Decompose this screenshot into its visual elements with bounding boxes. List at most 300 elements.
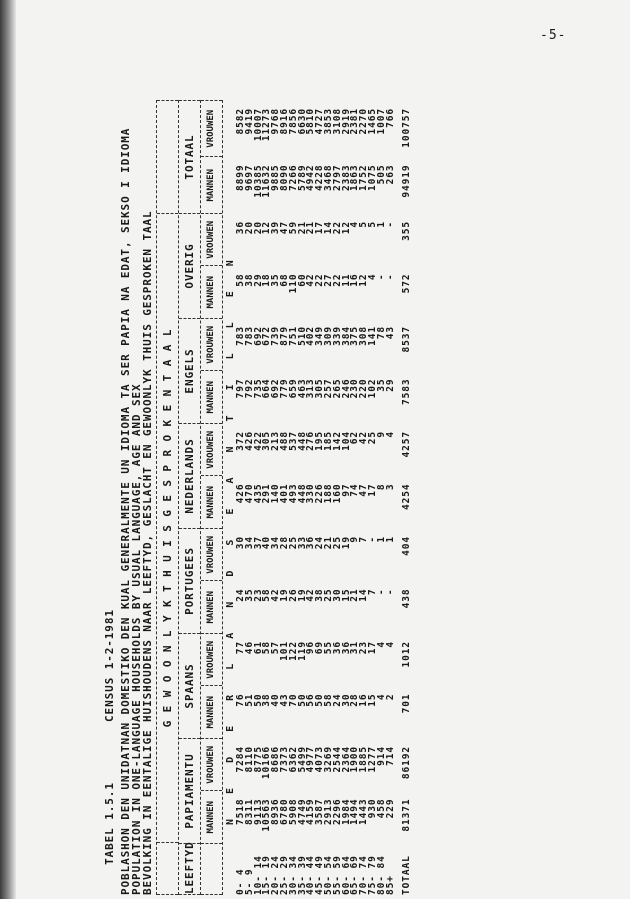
cell-value: 1863 — [349, 164, 361, 191]
cell-value: 30 — [235, 536, 246, 550]
cell-value: 9113 — [252, 798, 264, 825]
total-value: 4257 — [401, 431, 412, 458]
cell-value: 4 — [384, 641, 396, 648]
cell-value: 8 — [375, 483, 387, 491]
cell-value: 21 — [296, 221, 308, 235]
cell-value: - — [384, 273, 396, 281]
cell-value: 714 — [384, 746, 396, 766]
total-value: 4254 — [401, 483, 412, 510]
total-value: 355 — [401, 221, 412, 241]
cell-value: 46 — [243, 641, 255, 655]
cell-value: 779 — [278, 378, 290, 399]
total-row-container — [403, 100, 412, 895]
cell-value: 4159 — [305, 798, 317, 825]
cell-value: 20 — [252, 221, 264, 235]
cell-value: 188 — [322, 483, 334, 504]
cell-value: 15 — [340, 588, 352, 602]
cell-value: 42 — [270, 588, 282, 602]
cell-value: 7373 — [278, 746, 290, 773]
cell-value: 5908 — [287, 798, 299, 825]
cell-value: 783 — [243, 326, 255, 346]
cell-value: 36 — [331, 641, 343, 655]
cell-value: 4 — [366, 273, 378, 281]
total-value: 94919 — [401, 164, 412, 198]
cell-value: 25 — [322, 588, 334, 602]
cell-value: 384 — [340, 326, 352, 346]
cell-value: 4 — [349, 221, 361, 228]
cell-value: 50 — [252, 693, 264, 707]
cell-value: 1900 — [349, 746, 361, 773]
cell-value: 36 — [340, 641, 352, 655]
cell-value: 7518 — [235, 798, 246, 825]
cell-value: 43 — [384, 326, 396, 340]
cell-value: 35 — [243, 588, 255, 602]
cell-value: 5 — [366, 221, 378, 228]
age-group: 50- 54 — [322, 855, 334, 895]
cell-value: 2383 — [340, 164, 352, 191]
cell-value: 30 — [331, 588, 343, 602]
cell-value: 3468 — [322, 164, 334, 191]
cell-value: 34 — [270, 536, 282, 550]
cell-value: 24 — [235, 588, 246, 602]
cell-value: 9 — [349, 536, 361, 543]
age-group: 20- 24 — [270, 855, 282, 895]
cell-value: 4228 — [314, 164, 326, 191]
cell-value: 62 — [349, 431, 361, 445]
table-row — [384, 100, 396, 895]
cell-value: 879 — [278, 326, 290, 346]
cell-value: 4 — [375, 693, 387, 701]
age-group: 65- 69 — [349, 855, 361, 895]
cell-value: 22 — [331, 221, 343, 235]
age-group: 15- 19 — [261, 855, 273, 895]
age-group: 45- 49 — [314, 855, 326, 895]
cell-value: 914 — [375, 746, 387, 766]
cell-value: 51 — [243, 693, 255, 707]
cell-value: 195 — [314, 431, 326, 451]
cell-value: 309 — [322, 326, 334, 346]
cell-value: 1494 — [349, 798, 361, 825]
total-value: 100757 — [401, 108, 412, 148]
total-value: 86192 — [401, 746, 412, 780]
cell-value: 659 — [287, 378, 299, 399]
cell-value: 372 — [235, 431, 246, 451]
cell-value: 119 — [296, 641, 308, 661]
age-group: 85+ — [384, 875, 396, 895]
cell-value: - — [375, 588, 387, 596]
cell-value: 27 — [322, 273, 334, 287]
cell-value: 37 — [252, 536, 264, 550]
cell-value: 783 — [235, 326, 246, 346]
cell-value: 39 — [270, 221, 282, 235]
cell-value: 308 — [358, 326, 370, 346]
cell-value: 422 — [252, 431, 264, 451]
cell-value: 766 — [384, 108, 396, 128]
header-male: MANNEN — [201, 581, 222, 634]
header-group-label: G E W O O N L Y K T H U I S G E S P R O K E N T A A L — [157, 213, 178, 843]
cell-value: 7 — [366, 588, 378, 596]
cell-value: 21 — [305, 221, 317, 235]
cell-value: 7856 — [287, 108, 299, 135]
cell-value: 102 — [366, 378, 378, 399]
cell-value: 38 — [314, 588, 326, 602]
cell-value: 56 — [305, 693, 317, 707]
cell-value: 2919 — [340, 108, 352, 135]
cell-value: 1752 — [358, 164, 370, 191]
cell-value: 38 — [261, 693, 273, 707]
cell-value: 17 — [366, 641, 378, 655]
header-row-sex — [200, 100, 223, 895]
age-group: 25- 29 — [278, 855, 290, 895]
title-english: POPULATION IN ONE-LANGUAGE HOUSEHOLDS BY USUAL LANGUAGE, AGE AND SEX — [130, 383, 143, 895]
cell-value: 2544 — [331, 746, 343, 773]
cell-value: 15 — [366, 693, 378, 707]
cell-value: 305 — [314, 378, 326, 399]
title-papiamentu: POBLASHON DEN UNIDATNAN DOMESTIKO DEN KUAL GENERALMENTE UN IDIOMA TA SER PAPIA NA EDAT, SEKSO I IDIOMA — [119, 127, 132, 895]
cell-value: 5499 — [296, 746, 308, 773]
header-male: MANNEN — [201, 476, 222, 529]
cell-value: 47 — [278, 221, 290, 235]
cell-value: 28 — [278, 536, 290, 550]
cell-value: 1075 — [366, 164, 378, 191]
cell-value: 25 — [287, 536, 299, 550]
cell-value: 2 — [384, 693, 396, 701]
cell-value: 8090 — [278, 164, 290, 191]
cell-value: 20 — [243, 221, 255, 235]
cell-value: 12 — [358, 273, 370, 287]
scan-edge-shadow — [0, 0, 16, 899]
header-age: LEEFTYD — [179, 843, 200, 895]
cell-value: 226 — [314, 483, 326, 504]
total-value: 701 — [401, 693, 412, 714]
table-row — [331, 100, 343, 895]
age-group: 40- 44 — [305, 855, 317, 895]
cell-value: 751 — [287, 326, 299, 346]
cell-value: 305 — [261, 431, 273, 451]
cell-value: 792 — [243, 378, 255, 399]
age-group: 60- 64 — [340, 855, 352, 895]
cell-value: 19 — [296, 588, 308, 602]
cell-value: 257 — [322, 378, 334, 399]
cell-value: 7284 — [235, 746, 246, 773]
cell-value: 8311 — [243, 798, 255, 825]
age-group: 75- 79 — [366, 855, 378, 895]
region-label: N E D E R L A N D S E A N T I L L E N — [225, 250, 236, 825]
cell-value: 5810 — [305, 108, 317, 135]
cell-value: 14 — [358, 588, 370, 602]
cell-value: 470 — [243, 483, 255, 504]
cell-value: 3587 — [314, 798, 326, 825]
cell-value: 8775 — [252, 746, 264, 773]
cell-value: 435 — [252, 483, 264, 504]
cell-value: 9 — [375, 431, 387, 438]
cell-value: 40 — [270, 693, 282, 707]
cell-value: 458 — [375, 798, 387, 819]
cell-value: 4 — [375, 641, 387, 648]
header-female: VROUWEN — [201, 318, 222, 371]
cell-value: 43 — [278, 693, 290, 707]
cell-value: 22 — [331, 273, 343, 287]
cell-value: 8686 — [270, 746, 282, 773]
cell-value: 448 — [296, 431, 308, 451]
cell-value: 26 — [287, 588, 299, 602]
cell-value: 7 — [358, 536, 370, 543]
cell-value: 17 — [366, 483, 378, 497]
cell-value: 11 — [340, 273, 352, 287]
cell-value: 692 — [252, 326, 264, 346]
cell-value: 330 — [305, 483, 317, 504]
cell-value: 5 — [358, 221, 370, 228]
header-female: VROUWEN — [201, 213, 222, 266]
header-lang-spaans: SPAANS — [179, 633, 200, 738]
cell-value: 21 — [322, 536, 334, 550]
cell-value: 36 — [235, 221, 246, 235]
header-male: MANNEN — [201, 686, 222, 739]
cell-value: 9768 — [270, 108, 282, 135]
cell-value: 402 — [305, 326, 317, 346]
cell-value: 463 — [296, 378, 308, 399]
cell-value: 21 — [349, 588, 361, 602]
cell-value: 7266 — [287, 164, 299, 191]
cell-value: 4727 — [314, 108, 326, 135]
cell-value: 213 — [270, 431, 282, 451]
cell-value: 2270 — [358, 108, 370, 135]
cell-value: 101 — [278, 641, 290, 661]
total-value: 1012 — [401, 641, 412, 668]
cell-value: 77 — [235, 641, 246, 655]
age-group: 70- 74 — [358, 855, 370, 895]
cell-value: 797 — [235, 378, 246, 399]
header-sex-blank — [201, 843, 222, 895]
cell-value: 10166 — [261, 746, 273, 780]
table-row — [351, 100, 360, 895]
cell-value: 426 — [243, 431, 255, 451]
cell-value: 510 — [296, 326, 308, 346]
cell-value: 11273 — [261, 108, 273, 142]
cell-value: 31 — [349, 641, 361, 655]
cell-value: 3853 — [322, 108, 334, 135]
header-lang-nederlands: NEDERLANDS — [179, 423, 200, 528]
cell-value: 19 — [340, 536, 352, 550]
cell-value: 8899 — [235, 164, 246, 191]
cell-value: 488 — [278, 431, 290, 451]
cell-value: 4942 — [305, 164, 317, 191]
table-header — [156, 100, 223, 895]
cell-value: 2381 — [349, 108, 361, 135]
cell-value: 8916 — [278, 108, 290, 135]
cell-value: 448 — [296, 483, 308, 504]
cell-value: 8582 — [235, 108, 246, 135]
cell-value: 9885 — [270, 164, 282, 191]
cell-value: 70 — [287, 693, 299, 707]
cell-value: 47 — [358, 483, 370, 497]
cell-value: 263 — [384, 164, 396, 185]
cell-value: 246 — [340, 378, 352, 399]
cell-value: 2364 — [340, 746, 352, 773]
cell-value: 4749 — [296, 798, 308, 825]
age-group: 55- 59 — [331, 855, 343, 895]
title-dutch: BEVOLKING IN EENTALIGE HUISHOUDENS NAAR LEEFTYD, GESLACHT EN GEWOONLYK THUIS GESPROKEN TAAL — [141, 210, 154, 895]
cell-value: 69 — [314, 641, 326, 655]
cell-value: 25 — [331, 536, 343, 550]
cell-value: 930 — [366, 798, 378, 819]
cell-value: 57 — [270, 641, 282, 655]
cell-value: 61 — [252, 641, 264, 655]
cell-value: 18 — [261, 273, 273, 287]
cell-value: 537 — [287, 431, 299, 451]
cell-value: 96 — [305, 641, 317, 655]
cell-value: 30 — [340, 693, 352, 707]
cell-value: 313 — [305, 378, 317, 399]
cell-value: 141 — [366, 326, 378, 346]
header-total: TOTAAL — [179, 100, 200, 213]
cell-value: 59 — [287, 221, 299, 235]
cell-value: 1277 — [366, 746, 378, 773]
cell-value: 4073 — [314, 746, 326, 773]
header-female: VROUWEN — [201, 100, 222, 157]
cell-value: 2913 — [322, 798, 334, 825]
cell-value: 10563 — [261, 798, 273, 832]
cell-value: 122 — [287, 641, 299, 661]
cell-value: 735 — [252, 378, 264, 399]
header-male: MANNEN — [201, 266, 222, 319]
cell-value: 23 — [358, 641, 370, 655]
cell-value: 2296 — [331, 798, 343, 825]
header-row-group — [156, 100, 178, 895]
cell-value: 672 — [261, 326, 273, 346]
cell-value: 3108 — [331, 108, 343, 135]
cell-value: 1984 — [340, 798, 352, 825]
rotated-table-sheet — [85, 95, 425, 895]
page-number: -5- — [540, 28, 567, 43]
header-male: MANNEN — [201, 157, 222, 214]
cell-value: 1 — [375, 536, 387, 543]
cell-value: 6362 — [287, 746, 299, 773]
cell-value: 349 — [314, 326, 326, 346]
cell-value: 664 — [261, 378, 273, 399]
cell-value: 50 — [296, 693, 308, 707]
header-male: MANNEN — [201, 791, 222, 844]
cell-value: 1 — [384, 536, 396, 543]
cell-value: 76 — [235, 693, 246, 707]
cell-value: 38 — [243, 273, 255, 287]
header-male: MANNEN — [201, 371, 222, 424]
cell-value: 55 — [322, 641, 334, 655]
cell-value: 10007 — [252, 108, 264, 142]
cell-value: 426 — [235, 483, 246, 504]
header-female: VROUWEN — [201, 423, 222, 476]
cell-value: 22 — [314, 273, 326, 287]
cell-value: 493 — [287, 483, 299, 504]
cell-value: 276 — [305, 431, 317, 451]
total-value: 404 — [401, 536, 412, 556]
cell-value: 42 — [358, 431, 370, 445]
total-label: TOTAAL — [401, 855, 412, 895]
cell-value: 6780 — [278, 798, 290, 825]
header-lang-portugees: PORTUGEES — [179, 528, 200, 633]
header-lang-overig: OVERIG — [179, 213, 200, 318]
cell-value: - — [375, 273, 387, 281]
age-group: 35- 39 — [296, 855, 308, 895]
cell-value: 6630 — [296, 108, 308, 135]
cell-value: 28 — [349, 693, 361, 707]
cell-value: 739 — [270, 326, 282, 346]
cell-value: 8936 — [270, 798, 282, 825]
total-value: 81371 — [401, 798, 412, 832]
header-lang-engels: ENGELS — [179, 318, 200, 423]
header-female: VROUWEN — [201, 528, 222, 581]
cell-value: 11632 — [261, 164, 273, 198]
cell-value: 58 — [261, 588, 273, 602]
cell-value: 230 — [349, 378, 361, 399]
total-value: 8537 — [401, 326, 412, 353]
cell-value: 2797 — [331, 164, 343, 191]
cell-value: 25 — [366, 431, 378, 445]
header-row-languages — [178, 100, 200, 895]
cell-value: 34 — [243, 536, 255, 550]
total-value: 438 — [401, 588, 412, 609]
cell-value: 58 — [235, 273, 246, 287]
cell-value: 339 — [331, 326, 343, 346]
cell-value: 265 — [331, 378, 343, 399]
cell-value: 78 — [375, 326, 387, 340]
cell-value: 14 — [322, 221, 334, 235]
cell-value: 375 — [349, 326, 361, 346]
age-group: 80- 84 — [375, 855, 387, 895]
age-group: 0- 4 — [235, 868, 246, 895]
cell-value: - — [366, 536, 378, 543]
census-date: CENSUS 1-2-1981 — [103, 609, 116, 722]
cell-value: 229 — [384, 798, 396, 819]
cell-value: 24 — [314, 536, 326, 550]
cell-value: 23 — [252, 588, 264, 602]
cell-value: 97 — [340, 483, 352, 497]
cell-value: 35 — [270, 273, 282, 287]
cell-value: 12 — [261, 221, 273, 235]
cell-value: 4977 — [305, 746, 317, 773]
cell-value: 24 — [331, 693, 343, 707]
cell-value: 1443 — [358, 798, 370, 825]
cell-value: 29 — [252, 273, 264, 287]
cell-value: 58 — [261, 641, 273, 655]
age-group: 10- 14 — [252, 855, 264, 895]
cell-value: 33 — [296, 536, 308, 550]
table-id: TABEL 1.5.1 — [103, 782, 116, 865]
cell-value: 142 — [331, 431, 343, 451]
cell-value: 16 — [358, 693, 370, 707]
cell-value: 1885 — [358, 746, 370, 773]
cell-value: 401 — [278, 483, 290, 504]
cell-value: 4 — [384, 431, 396, 438]
age-group: 5- 9 — [243, 868, 255, 895]
age-group: 30- 34 — [287, 855, 299, 895]
cell-value: 42 — [305, 588, 317, 602]
cell-value: 1007 — [375, 108, 387, 135]
cell-value: 692 — [270, 378, 282, 399]
cell-value: 9697 — [243, 164, 255, 191]
cell-value: 220 — [358, 378, 370, 399]
cell-value: 19 — [278, 588, 290, 602]
cell-value: 291 — [261, 483, 273, 504]
header-female: VROUWEN — [201, 738, 222, 791]
cell-value: 1465 — [366, 108, 378, 135]
cell-value: 110 — [287, 273, 299, 294]
cell-value: 9419 — [243, 108, 255, 135]
cell-value: 8110 — [243, 746, 255, 773]
cell-value: 36 — [305, 536, 317, 550]
cell-value: - — [384, 221, 396, 228]
cell-value: - — [384, 588, 396, 596]
